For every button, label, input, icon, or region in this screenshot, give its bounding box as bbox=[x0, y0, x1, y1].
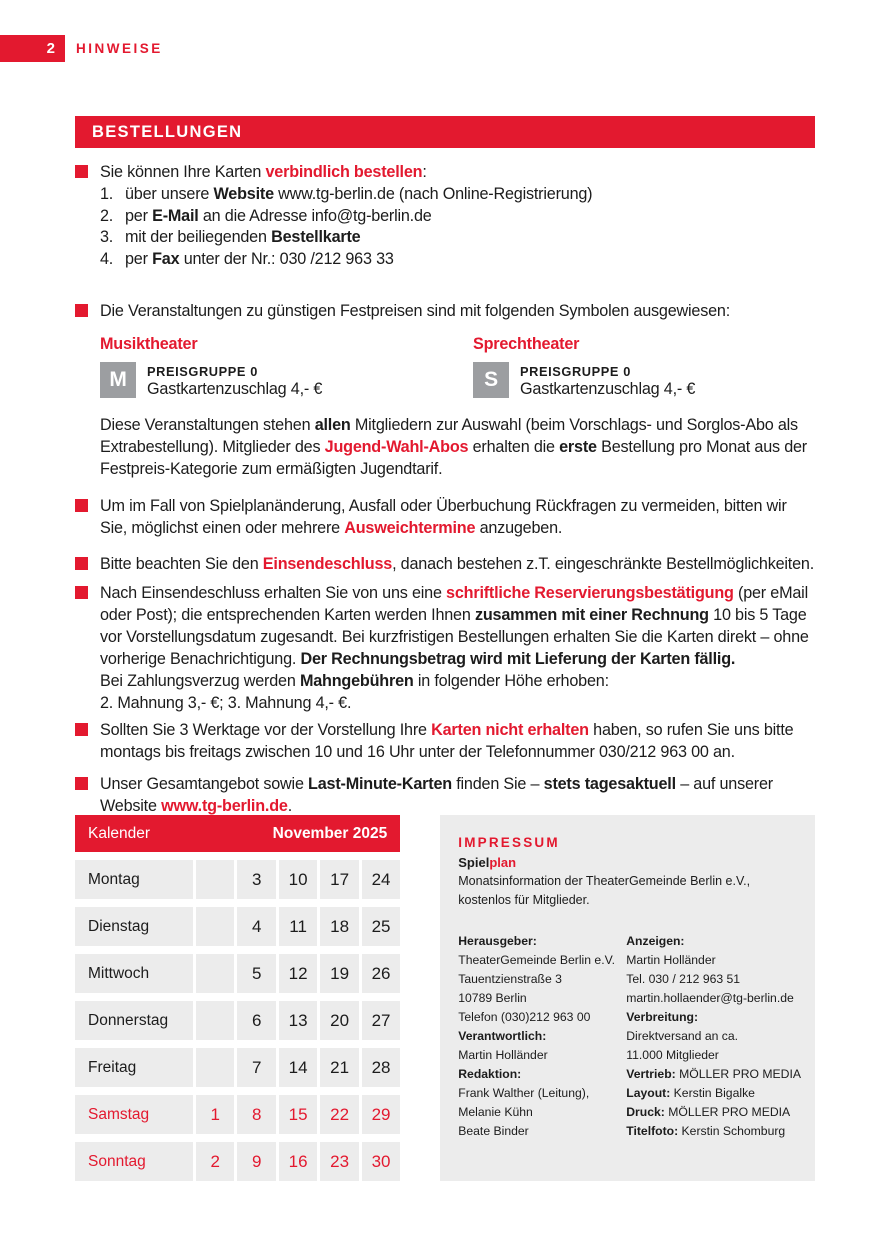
calendar-row bbox=[75, 1142, 400, 1181]
impressum-line bbox=[458, 1027, 616, 1046]
text-segment: per bbox=[125, 206, 153, 225]
calendar-cell: 11 bbox=[279, 907, 317, 946]
text-segment: Fax bbox=[152, 249, 180, 268]
zuschlag-text: Gastkartenzuschlag 4,- € bbox=[147, 380, 323, 398]
calendar-cell: 26 bbox=[362, 954, 400, 993]
text-segment: Einsendeschluss bbox=[262, 555, 393, 573]
calendar-row bbox=[75, 1095, 400, 1134]
text-segment: Direktversand an ca. bbox=[626, 1029, 739, 1043]
bullet-ordering-text bbox=[100, 161, 815, 270]
calendar-row bbox=[75, 954, 400, 993]
text-segment: Die Veranstaltungen zu günstigen Festpreisen sind mit folgenden Symbolen ausgewiesen: bbox=[100, 302, 731, 320]
text-segment: Martin Holländer bbox=[626, 953, 716, 967]
preisgruppe-label: PREISGRUPPE 0 bbox=[147, 364, 258, 379]
impressum-title: IMPRESSUM bbox=[458, 835, 560, 850]
calendar-row bbox=[75, 860, 400, 899]
text-segment: 10 bis 5 Tage vor Vorstellungsdatum zugesandt. Bei kurzfristigen Bestellungen erhalten Sie die Karten direkt – ohne vorherige Benachrichtigung. bbox=[100, 606, 809, 668]
page-number-box bbox=[0, 35, 65, 62]
symbols-intro bbox=[100, 300, 815, 322]
calendar-cell bbox=[196, 1001, 234, 1040]
text-segment: erhalten die bbox=[468, 438, 560, 456]
text-segment: Frank Walther (Leitung), bbox=[458, 1086, 590, 1100]
calendar-row bbox=[75, 1001, 400, 1040]
impressum-line bbox=[458, 1084, 616, 1103]
impressum-right-column bbox=[626, 932, 801, 1141]
impressum-line bbox=[626, 1084, 801, 1103]
text-segment: Unser Gesamtangebot sowie bbox=[100, 775, 309, 793]
calendar-cell: 5 bbox=[237, 954, 275, 993]
ordering-intro bbox=[100, 161, 815, 183]
text-segment: Ausweichtermine bbox=[344, 519, 476, 537]
calendar-cell: 25 bbox=[362, 907, 400, 946]
calendar-header bbox=[75, 815, 400, 852]
text-segment: haben, so rufen Sie uns bitte montags bis freitags zwischen 10 und 16 Uhr unter der Telefonnummer 030/212 963 00 an. bbox=[100, 721, 794, 761]
text-segment: anzugeben. bbox=[475, 519, 563, 537]
impressum-line bbox=[626, 951, 801, 970]
text-segment: 10789 Berlin bbox=[458, 991, 527, 1005]
bullet-square-icon bbox=[75, 723, 88, 736]
calendar-row bbox=[75, 907, 400, 946]
text-segment: , danach bestehen z.T. eingeschränkte Bestellmöglichkeiten. bbox=[392, 555, 814, 573]
musiktheater-letter-icon: M bbox=[100, 362, 136, 398]
bullet-square-icon bbox=[75, 165, 88, 178]
text-segment: Last-Minute-Karten bbox=[308, 775, 452, 793]
impressum-brand bbox=[458, 853, 801, 872]
sprechtheater-column bbox=[473, 333, 695, 399]
text-segment: Website bbox=[213, 185, 274, 203]
calendar-cell: 3 bbox=[237, 860, 275, 899]
bullet-gesamtangebot bbox=[75, 773, 815, 817]
sprechtheater-letter-icon: S bbox=[473, 362, 509, 398]
calendar-cell: 22 bbox=[320, 1095, 358, 1134]
calendar-cell: 15 bbox=[279, 1095, 317, 1134]
text-segment: – auf unserer Website bbox=[100, 775, 773, 815]
page-number: 2 bbox=[46, 40, 55, 57]
musiktheater-column bbox=[100, 333, 473, 399]
bestellungen-title-bar bbox=[75, 116, 815, 148]
calendar-day-label: Montag bbox=[75, 860, 193, 899]
text-segment: Layout: bbox=[626, 1086, 674, 1100]
text-segment: Herausgeber: bbox=[458, 934, 537, 948]
text-segment: MÖLLER PRO MEDIA bbox=[668, 1105, 791, 1119]
ordered-list-item bbox=[100, 227, 815, 249]
calendar-cell: 18 bbox=[320, 907, 358, 946]
impressum-left-column bbox=[458, 932, 616, 1141]
calendar-cell: 12 bbox=[279, 954, 317, 993]
text-segment: Vertrieb: bbox=[626, 1067, 680, 1081]
text-segment: per bbox=[125, 249, 153, 268]
ordered-list-item bbox=[100, 184, 815, 206]
text-segment: 2. Mahnung 3,- €; 3. Mahnung 4,- €. bbox=[100, 694, 352, 712]
bullet-symbols bbox=[75, 300, 815, 480]
text-segment: Tel. 030 / 212 963 51 bbox=[626, 972, 741, 986]
ordered-list-item bbox=[100, 249, 815, 271]
text-segment: www.tg-berlin.de (nach Online-Registrierung) bbox=[273, 185, 593, 203]
calendar-day-label: Donnerstag bbox=[75, 1001, 193, 1040]
text-segment: zusammen mit einer Rechnung bbox=[474, 606, 709, 624]
text-segment: . bbox=[287, 797, 293, 815]
list-item-text bbox=[125, 249, 394, 271]
impressum-line bbox=[626, 1008, 801, 1027]
ordered-list-item bbox=[100, 206, 815, 228]
text-segment: unter der Nr.: 030 /212 963 33 bbox=[179, 249, 394, 268]
bullet-reservierungsbestaetigung bbox=[75, 582, 815, 714]
calendar-cell: 7 bbox=[237, 1048, 275, 1087]
text-segment: verbindlich bestellen bbox=[265, 163, 423, 181]
calendar-cell: 20 bbox=[320, 1001, 358, 1040]
calendar-cell: 10 bbox=[279, 860, 317, 899]
impressum-line bbox=[626, 970, 801, 989]
impressum bbox=[440, 815, 815, 1181]
calendar-cell bbox=[196, 860, 234, 899]
impressum-line bbox=[626, 1122, 801, 1141]
text-segment: (per eMail oder Post); die entsprechenden Karten werden Ihnen bbox=[100, 584, 808, 624]
list-number: 1. bbox=[100, 185, 114, 203]
text-segment: schriftliche Reservierungsbestätigung bbox=[446, 584, 734, 602]
text-segment: Telefon (030)212 963 00 bbox=[458, 1010, 591, 1024]
calendar-day-label: Sonntag bbox=[75, 1142, 193, 1181]
bullet-ordering bbox=[75, 161, 815, 270]
text-segment: Sie können Ihre Karten bbox=[100, 163, 266, 181]
bottom-row bbox=[75, 815, 815, 1181]
ordered-list bbox=[100, 184, 815, 270]
text-segment: martin.hollaender@tg-berlin.de bbox=[626, 991, 794, 1005]
text-segment: Tauentzienstraße 3 bbox=[458, 972, 562, 986]
text-segment: : bbox=[422, 163, 427, 181]
list-item-text bbox=[125, 227, 360, 249]
calendar-cell: 14 bbox=[279, 1048, 317, 1087]
text-segment: allen bbox=[314, 416, 351, 434]
list-number: 4. bbox=[100, 249, 114, 268]
bullet-symbols-text bbox=[100, 300, 815, 480]
text-segment: Redaktion: bbox=[458, 1067, 522, 1081]
impressum-line bbox=[626, 932, 801, 951]
preisgruppe-label: PREISGRUPPE 0 bbox=[520, 364, 631, 379]
text-segment: Sollten Sie 3 Werktage vor der Vorstellung Ihre bbox=[100, 721, 432, 739]
text-segment: E-Mail bbox=[152, 206, 199, 225]
symbols-row bbox=[100, 333, 815, 399]
calendar-cell bbox=[196, 1048, 234, 1087]
musiktheater-title: Musiktheater bbox=[100, 335, 198, 353]
calendar-cell: 8 bbox=[237, 1095, 275, 1134]
symbols-note bbox=[100, 414, 815, 480]
text-segment: Bestellung pro Monat aus der Festpreis-Kategorie zum ermäßigten Jugendtarif. bbox=[100, 438, 807, 478]
text-segment: Druck: bbox=[626, 1105, 669, 1119]
calendar-cell bbox=[196, 907, 234, 946]
calendar-cell: 9 bbox=[237, 1142, 275, 1181]
bullet-square-icon bbox=[75, 304, 88, 317]
calendar-cell: 30 bbox=[362, 1142, 400, 1181]
calendar-cell: 4 bbox=[237, 907, 275, 946]
impressum-line bbox=[626, 1103, 801, 1122]
text-segment: Nach Einsendeschluss erhalten Sie von uns eine bbox=[100, 584, 447, 602]
calendar-cell: 28 bbox=[362, 1048, 400, 1087]
text-segment: Bestellkarte bbox=[271, 228, 361, 246]
list-number: 3. bbox=[100, 228, 114, 246]
bullet-einsendeschluss bbox=[75, 553, 815, 575]
text-segment: Mitgliedern zur Auswahl (beim Vorschlags- und Sorglos-Abo als Extrabestellung). Mitglieder des bbox=[100, 416, 798, 456]
text-segment: www.tg-berlin.de bbox=[161, 797, 288, 815]
calendar-day-label: Samstag bbox=[75, 1095, 193, 1134]
list-number: 2. bbox=[100, 206, 114, 225]
text-segment: 11.000 Mitglieder bbox=[626, 1048, 719, 1062]
calendar-cell: 17 bbox=[320, 860, 358, 899]
calendar-day-label: Mittwoch bbox=[75, 954, 193, 993]
calendar-cell: 21 bbox=[320, 1048, 358, 1087]
bullet-square-icon bbox=[75, 777, 88, 790]
text-segment: finden Sie – bbox=[451, 775, 544, 793]
text-segment: Bei Zahlungsverzug werden bbox=[100, 672, 300, 690]
impressum-line bbox=[458, 1122, 616, 1141]
list-item-text bbox=[125, 206, 432, 228]
calendar-cell: 24 bbox=[362, 860, 400, 899]
bullet-square-icon bbox=[75, 586, 88, 599]
text-segment: Bitte beachten Sie den bbox=[100, 555, 263, 573]
calendar-day-label: Freitag bbox=[75, 1048, 193, 1087]
bullet-karten-nicht-erhalten bbox=[75, 719, 815, 763]
impressum-line bbox=[626, 1046, 801, 1065]
text-segment: Verbreitung: bbox=[626, 1010, 699, 1024]
text-segment: Kerstin Bigalke bbox=[673, 1086, 755, 1100]
calendar-cell: 2 bbox=[196, 1142, 234, 1181]
calendar-cell: 29 bbox=[362, 1095, 400, 1134]
text-segment: TheaterGemeinde Berlin e.V. bbox=[458, 953, 615, 967]
text-segment: Jugend-Wahl-Abos bbox=[324, 438, 469, 456]
impressum-line bbox=[458, 1008, 616, 1027]
calendar-rows bbox=[75, 860, 400, 1181]
impressum-description-line: Monatsinformation der TheaterGemeinde Berlin e.V., bbox=[458, 874, 751, 888]
impressum-line bbox=[458, 951, 616, 970]
sprechtheater-title: Sprechtheater bbox=[473, 335, 580, 353]
text-segment: über unsere bbox=[125, 185, 214, 203]
text-segment: stets tagesaktuell bbox=[543, 775, 676, 793]
bullet-square-icon bbox=[75, 499, 88, 512]
text-segment: Anzeigen: bbox=[626, 934, 685, 948]
text-segment: Um im Fall von Spielplanänderung, Ausfall oder Überbuchung Rückfragen zu vermeiden, bitten wir Sie, möglichst einen oder mehrere bbox=[100, 497, 787, 537]
calendar-row bbox=[75, 1048, 400, 1087]
text-segment: Kerstin Schomburg bbox=[681, 1124, 786, 1138]
calendar-cell: 16 bbox=[279, 1142, 317, 1181]
impressum-line bbox=[626, 1027, 801, 1046]
section-label: HINWEISE bbox=[76, 41, 163, 56]
text-segment: Melanie Kühn bbox=[458, 1105, 533, 1119]
text-segment: in folgender Höhe erhoben: bbox=[413, 672, 609, 690]
text-segment: Spiel bbox=[458, 855, 490, 870]
text-segment: Titelfoto: bbox=[626, 1124, 682, 1138]
impressum-line bbox=[626, 989, 801, 1008]
calendar-cell bbox=[196, 954, 234, 993]
text-segment: Martin Holländer bbox=[458, 1048, 548, 1062]
text-segment: Mahngebühren bbox=[299, 672, 414, 690]
calendar-cell: 6 bbox=[237, 1001, 275, 1040]
text-segment: Diese Veranstaltungen stehen bbox=[100, 416, 315, 434]
bestellungen-title: BESTELLUNGEN bbox=[92, 123, 243, 141]
calendar-cell: 13 bbox=[279, 1001, 317, 1040]
calendar-title: Kalender bbox=[88, 824, 151, 842]
impressum-line bbox=[458, 932, 616, 951]
impressum-line bbox=[458, 970, 616, 989]
calendar-month: November 2025 bbox=[272, 824, 388, 842]
impressum-line bbox=[458, 1046, 616, 1065]
calendar-cell: 19 bbox=[320, 954, 358, 993]
text-segment: plan bbox=[489, 855, 517, 870]
text-segment: mit der beiliegenden bbox=[125, 228, 272, 246]
bullet-square-icon bbox=[75, 557, 88, 570]
zuschlag-text: Gastkartenzuschlag 4,- € bbox=[520, 380, 696, 398]
text-segment: an die Adresse info@tg-berlin.de bbox=[198, 206, 432, 225]
impressum-line bbox=[458, 1103, 616, 1122]
list-item-text bbox=[125, 184, 592, 206]
text-segment: Karten nicht erhalten bbox=[431, 721, 589, 739]
bullet-ausweichtermine bbox=[75, 495, 815, 539]
text-segment: erste bbox=[559, 438, 597, 456]
calendar-cell: 27 bbox=[362, 1001, 400, 1040]
impressum-line bbox=[458, 989, 616, 1008]
impressum-line bbox=[458, 1065, 616, 1084]
text-segment: Der Rechnungsbetrag wird mit Lieferung der Karten fällig. bbox=[300, 650, 736, 668]
impressum-description-line: kostenlos für Mitglieder. bbox=[458, 892, 590, 907]
text-segment: Beate Binder bbox=[458, 1124, 529, 1138]
text-segment: MÖLLER PRO MEDIA bbox=[679, 1067, 801, 1081]
calendar-cell: 23 bbox=[320, 1142, 358, 1181]
calendar bbox=[75, 815, 400, 1181]
calendar-cell: 1 bbox=[196, 1095, 234, 1134]
text-segment: Verantwortlich: bbox=[458, 1029, 547, 1043]
impressum-columns bbox=[458, 932, 801, 1141]
impressum-line bbox=[626, 1065, 801, 1084]
calendar-day-label: Dienstag bbox=[75, 907, 193, 946]
